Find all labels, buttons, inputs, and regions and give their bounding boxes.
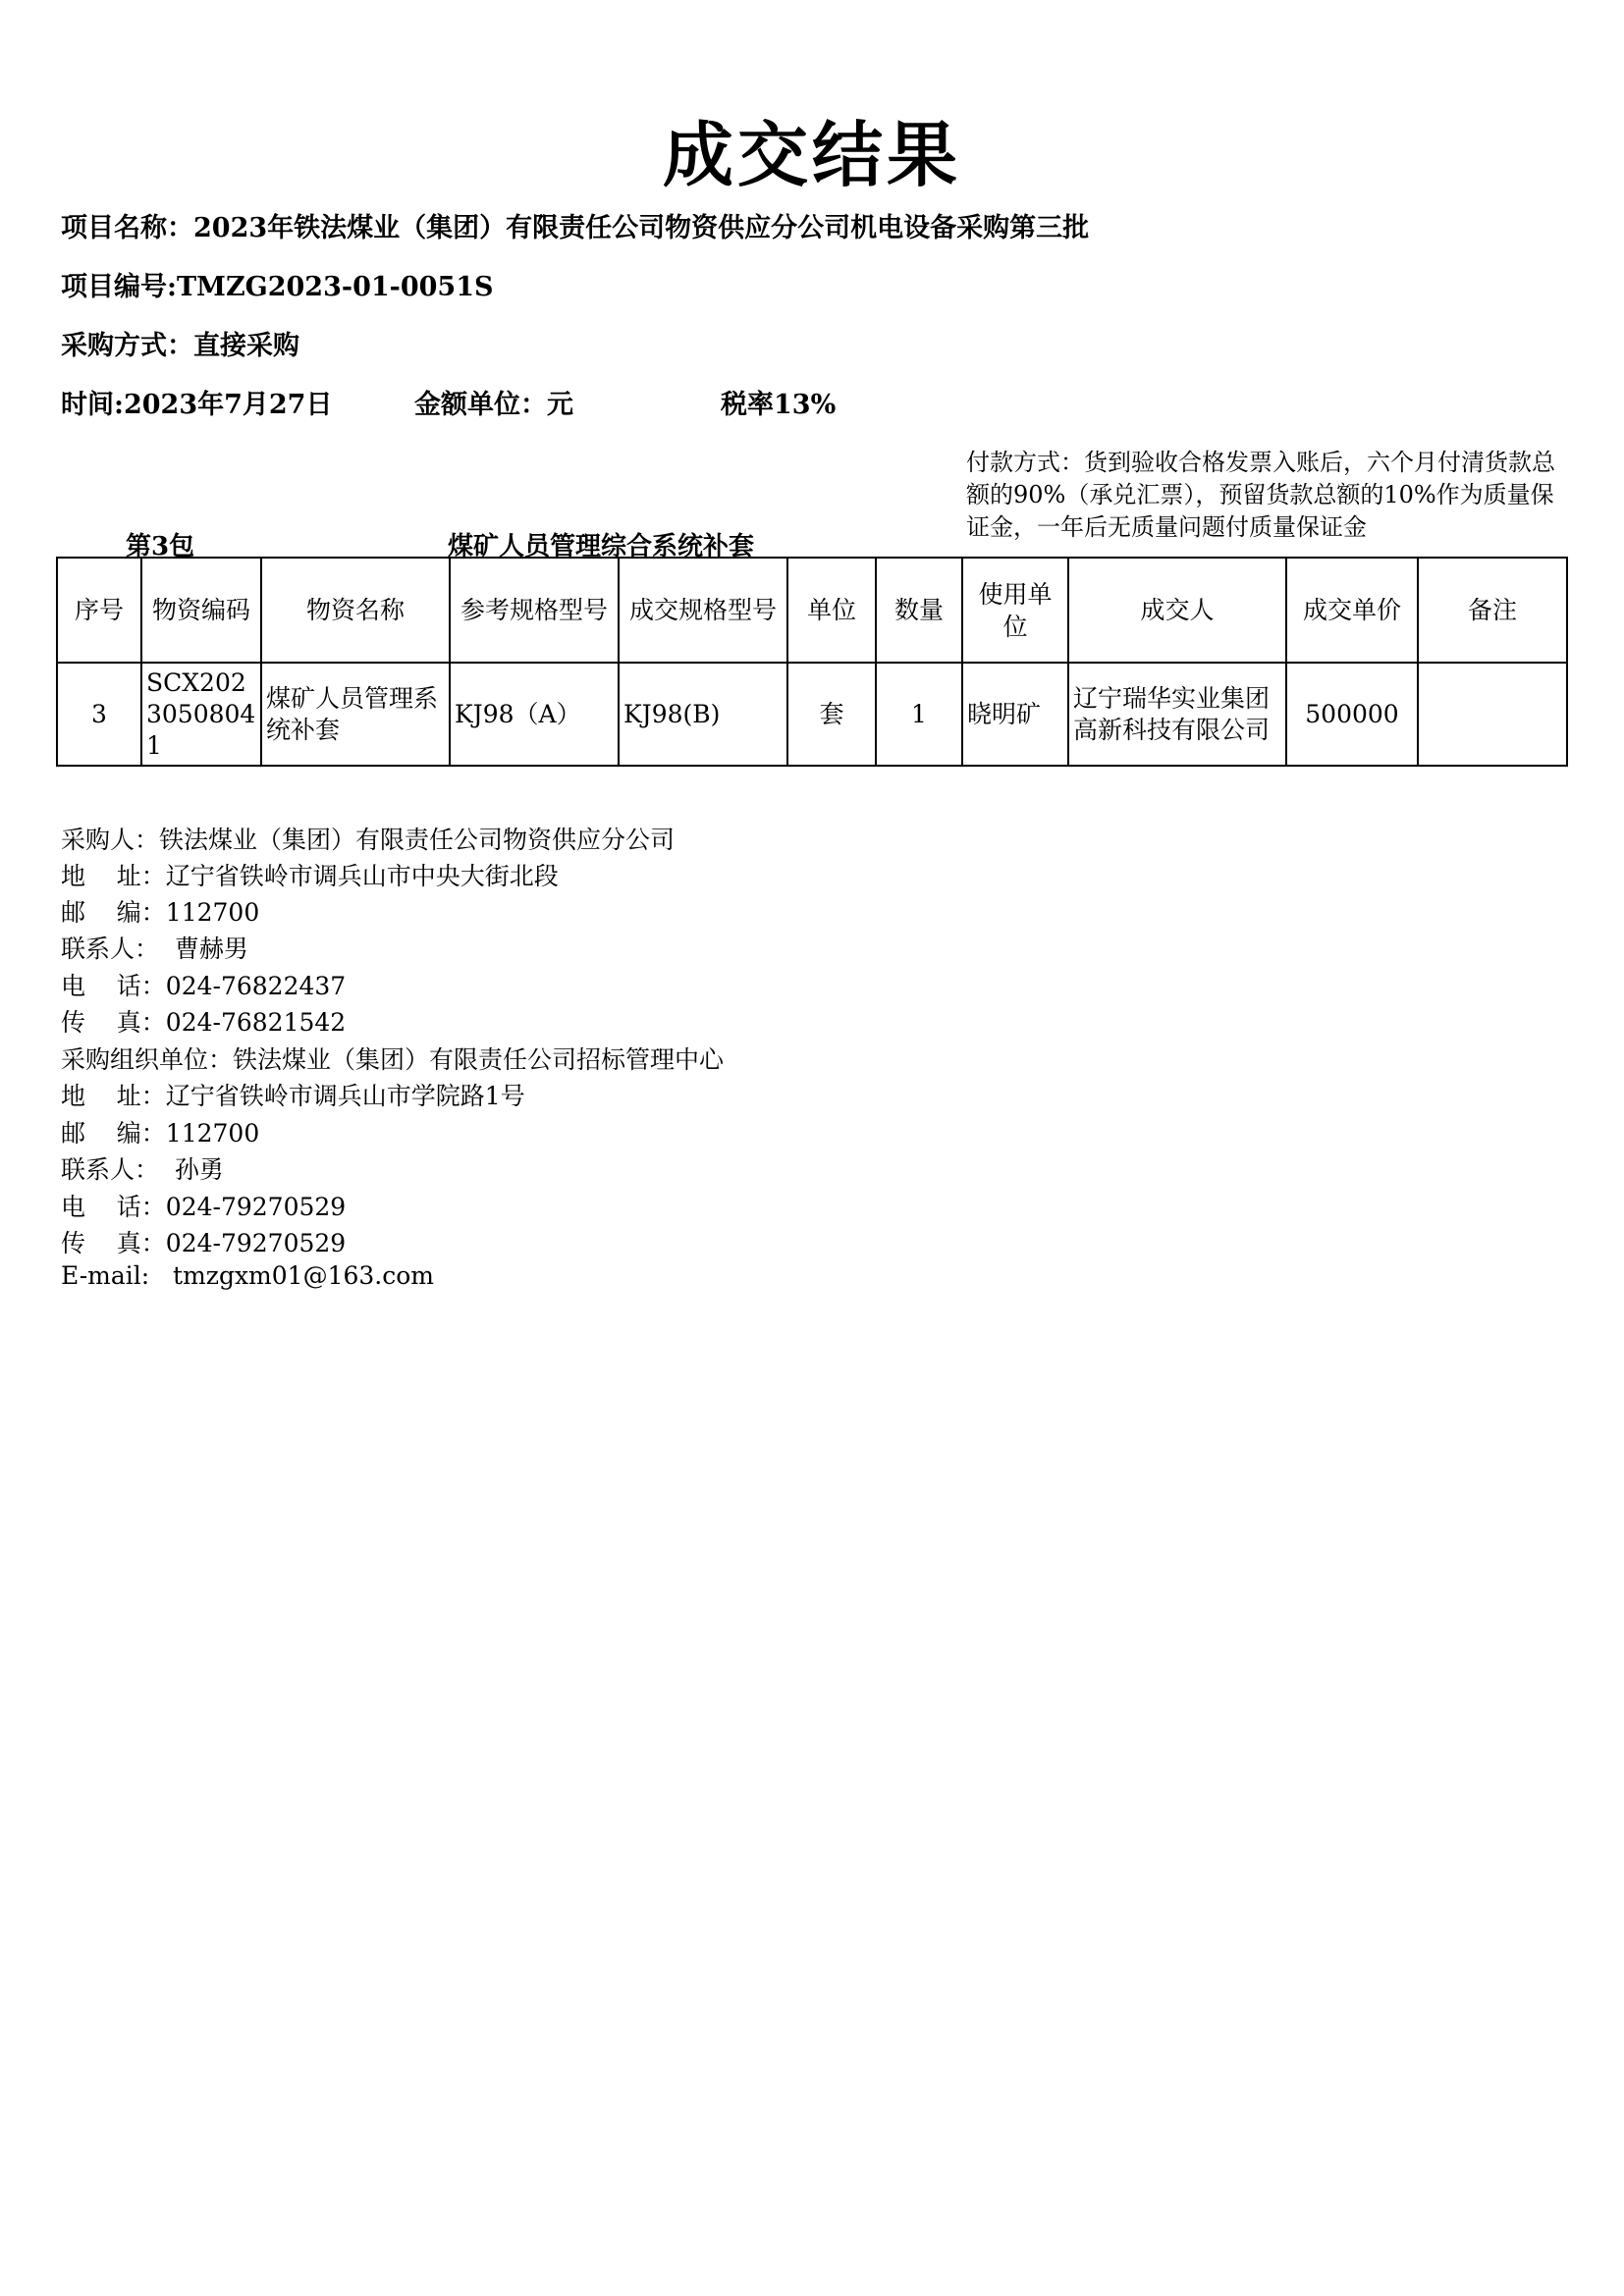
header-winner: 成交人 (1068, 558, 1286, 663)
agency-email: E-mail: tmzgxm01@163.com (61, 1261, 434, 1290)
cell-winner: 辽宁瑞华实业集团高新科技有限公司 (1068, 663, 1286, 766)
cell-material-code: SCX20230508041 (141, 663, 261, 766)
header-quantity: 数量 (876, 558, 962, 663)
header-index: 序号 (57, 558, 141, 663)
project-name: 项目名称：2023年铁法煤业（集团）有限责任公司物资供应分公司机电设备采购第三批 (61, 213, 1090, 243)
package-label: 第3包 (126, 532, 195, 561)
table-header-row (57, 558, 1567, 663)
cell-unit: 套 (787, 663, 876, 766)
cell-index: 3 (57, 663, 141, 766)
purchaser-name: 采购人：铁法煤业（集团）有限责任公司物资供应分公司 (61, 826, 676, 854)
publish-time: 时间:2023年7月27日 (61, 390, 333, 420)
result-table (56, 557, 1568, 767)
agency-name: 采购组织单位：铁法煤业（集团）有限责任公司招标管理中心 (61, 1045, 725, 1074)
cell-unit-price: 500000 (1286, 663, 1418, 766)
cell-deal-model: KJ98(B) (619, 663, 787, 766)
header-unit-price: 成交单价 (1286, 558, 1418, 663)
cell-material-name: 煤矿人员管理系统补套 (261, 663, 450, 766)
page-title: 成交结果 (662, 114, 961, 196)
meta-row (61, 383, 1141, 418)
cell-quantity: 1 (876, 663, 962, 766)
procurement-method: 采购方式：直接采购 (61, 331, 299, 361)
header-reference-model: 参考规格型号 (450, 558, 619, 663)
purchaser-fax: 传 真：024-76821542 (61, 1008, 347, 1037)
header-material-code: 物资编码 (141, 558, 261, 663)
agency-address: 地 址：辽宁省铁岭市调兵山市学院路1号 (61, 1082, 525, 1110)
cell-remarks (1418, 663, 1567, 766)
payment-terms: 付款方式：货到验收合格发票入账后，六个月付清货款总额的90%（承兑汇票），预留货款总额的10%作为质量保证金，一年后无质量问题付质量保证金 (966, 449, 1555, 541)
cell-user-unit: 晓明矿 (962, 663, 1068, 766)
header-deal-model: 成交规格型号 (619, 558, 787, 663)
amount-unit: 金额单位：元 (414, 390, 573, 420)
header-remarks: 备注 (1418, 558, 1567, 663)
agency-contact: 联系人： 孙勇 (61, 1155, 224, 1184)
header-user-unit: 使用单位 (962, 558, 1068, 663)
tax-rate: 税率13% (721, 390, 837, 420)
agency-phone: 电 话：024-79270529 (61, 1193, 347, 1221)
purchaser-contact: 联系人： 曹赫男 (61, 934, 248, 963)
purchaser-phone: 电 话：024-76822437 (61, 972, 347, 1000)
header-material-name: 物资名称 (261, 558, 450, 663)
project-code: 项目编号:TMZG2023-01-0051S (61, 272, 494, 302)
agency-postcode: 邮 编：112700 (61, 1119, 260, 1148)
purchaser-address: 地 址：辽宁省铁岭市调兵山市中央大街北段 (61, 862, 559, 890)
package-name: 煤矿人员管理综合系统补套 (448, 532, 755, 561)
header-unit: 单位 (787, 558, 876, 663)
agency-fax: 传 真：024-79270529 (61, 1229, 347, 1257)
purchaser-postcode: 邮 编：112700 (61, 898, 260, 927)
cell-reference-model: KJ98（A） (450, 663, 619, 766)
table-row (57, 663, 1567, 766)
